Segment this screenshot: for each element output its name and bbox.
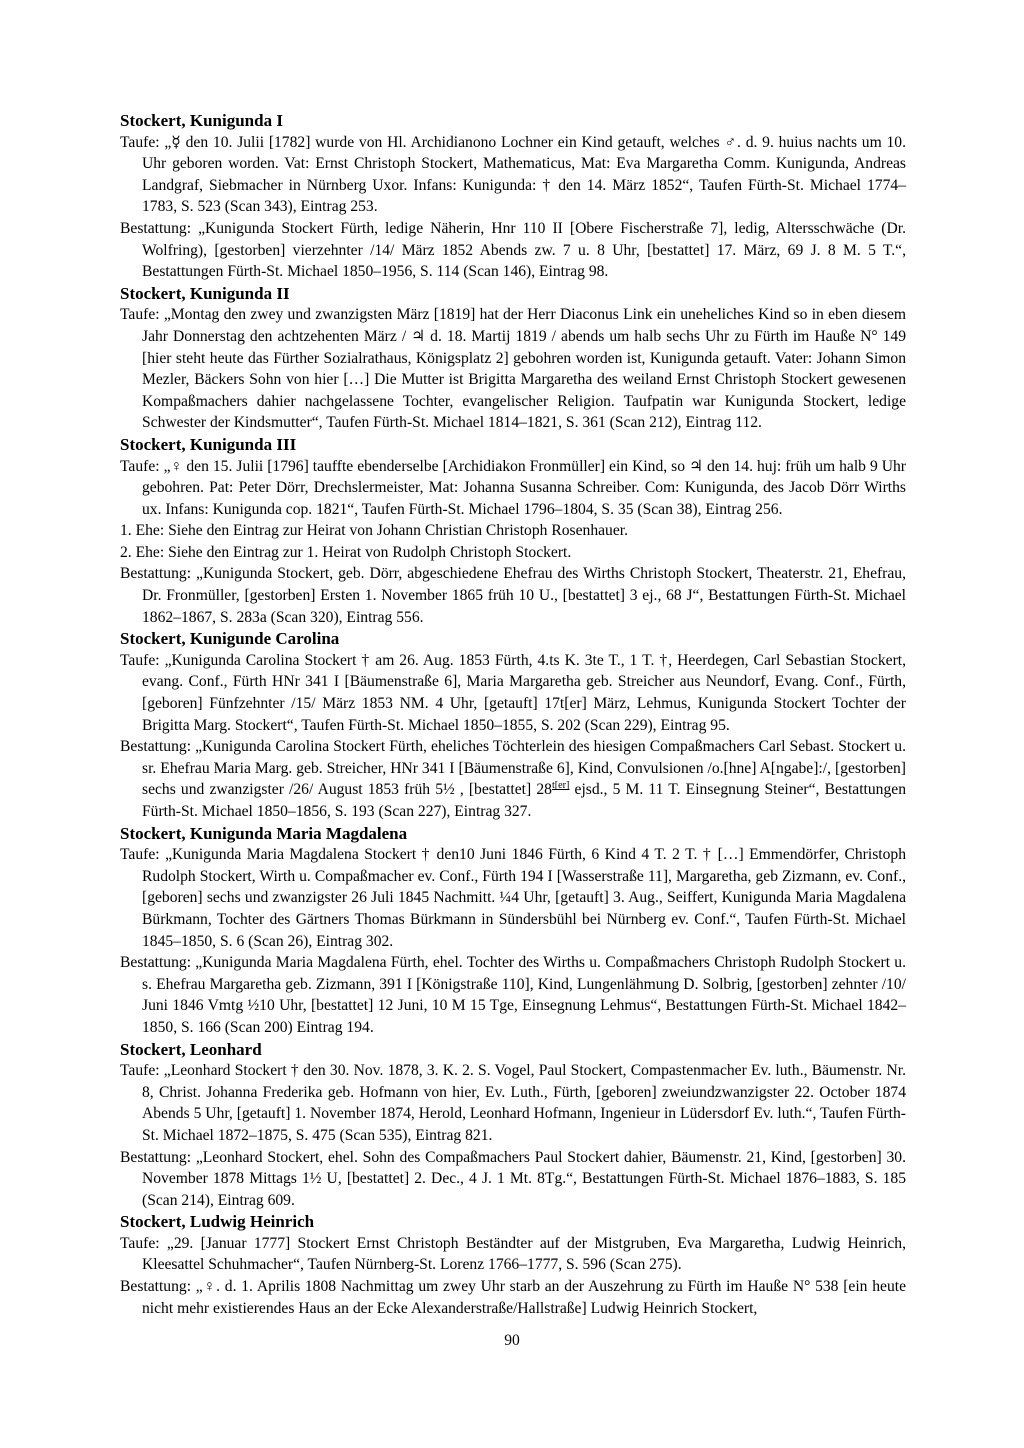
entry-paragraph-bestattung <box>120 736 906 822</box>
entry-section-kunigunda-2 <box>120 283 906 434</box>
entry-section-kunigunda-maria-magdalena <box>120 823 906 1039</box>
entry-heading: Stockert, Kunigunda II <box>120 283 290 303</box>
entry-heading: Stockert, Kunigunda Maria Magdalena <box>120 823 408 843</box>
entry-section-leonhard <box>120 1039 906 1212</box>
entry-heading: Stockert, Kunigunda III <box>120 434 297 454</box>
entry-heading: Stockert, Kunigunda I <box>120 111 283 130</box>
entry-section-kunigunda-1 <box>120 110 906 283</box>
entry-paragraph-taufe: Taufe: „☿ den 10. Julii [1782] wurde von Hl. Archidianono Lochner ein Kind getauft, welches ♂. d. 9. huius nachts um 10. Uhr geboren worden. Vat: Ernst Christoph Stockert, Mathematicus, Mat: Eva Margaretha Comm. Kunigunda, Andreas Landgraf, Siebmacher in Nürnberg Uxor. Infans: Kunigunda: † den 14. März 1852“, Taufen Fürth-St. Michael 1774–1783, S. 523 (Scan 343), Eintrag 253. <box>120 133 906 216</box>
entry-paragraph-taufe: Taufe: „Kunigunda Maria Magdalena Stockert † den10 Juni 1846 Fürth, 6 Kind 4 T. 2 T. † […] Emmendörfer, Christoph Rudolph Stockert, Wirth u. Compaßmacher ev. Conf., Fürth 194 I [Wasserstraße 11], Margaretha, geb Zizmann, ev. Conf., [geboren] sechs und zwanzigster 26 Juli 1845 Nachmitt. ¼4 Uhr, [getauft] 3. Aug., Seiffert, Kunigunda Maria Magdalena Bürkmann, Tochter des Gärtners Thomas Bürkmann in Sündersbühl bei Nürnberg ev. Conf.“, Taufen Fürth-St. Michael 1845–1850, S. 6 (Scan 26), Eintrag 302. <box>120 846 906 950</box>
entry-heading: Stockert, Leonhard <box>120 1039 262 1059</box>
entry-paragraph-bestattung: Bestattung: „Kunigunda Maria Magdalena Fürth, ehel. Tochter des Wirths u. Compaßmachers Christoph Rudolph Stockert u. s. Ehefrau Margaretha geb. Zizmann, 391 I [Königstraße 110], Kind, Lungenlähmung D. Solbrig, [gestorben] zehnter /10/ Juni 1846 Vmtg ½10 Uhr, [bestattet] 12 Juni, 10 M 15 Tge, Einsegnung Lehmus“, Bestattungen Fürth-St. Michael 1842–1850, S. 166 (Scan 200) Eintrag 194. <box>120 954 906 1036</box>
entry-heading: Stockert, Ludwig Heinrich <box>120 1212 315 1232</box>
entry-paragraph-bestattung: Bestattung: „Kunigunda Stockert, geb. Dörr, abgeschiedene Ehefrau des Wirths Christoph Stockert, Theaterstr. 21, Ehefrau, Dr. Fronmüller, [gestorben] Ersten 1. November 1865 früh 10 U., [bestattet] 3 ej., 68 J“, Bestattungen Fürth-St. Michael 1862–1867, S. 283a (Scan 320), Eintrag 556. <box>120 565 906 626</box>
entry-paragraph-taufe: Taufe: „29. [Januar 1777] Stockert Ernst Christoph Beständter auf der Mistgruben, Eva Margaretha, Ludwig Heinrich, Kleesattel Schuhmacher“, Taufen Nürnberg-St. Lorenz 1766–1777, S. 596 (Scan 275). <box>120 1234 906 1274</box>
entry-paragraph-taufe: Taufe: „♀ den 15. Julii [1796] tauffte ebenderselbe [Archidiakon Fronmüller] ein Kind, so ♃ den 14. huj: früh um halb 9 Uhr gebohren. Pat: Peter Dörr, Drechslermeister, Mat: Johanna Susanna Schreiber. Com: Kunigunda, des Jacob Dörr Wirths ux. Infans: Kunigunda cop. 1821“, Taufen Fürth-St. Michael 1796–1804, S. 35 (Scan 38), Eintrag 256. <box>120 457 906 518</box>
paragraph-text: ejsd., 5 M. 11 T. Einsegnung Steiner“, Bestattungen Fürth-St. Michael 1850–1856, S. 193 (Scan 227), Eintrag 327. <box>142 781 906 820</box>
entry-paragraph-bestattung: Bestattung: „Kunigunda Stockert Fürth, ledige Näherin, Hnr 110 II [Obere Fischerstraße 7], ledig, Altersschwäche (Dr. Wolfring), [gestorben] vierzehnter /14/ März 1852 Abends zw. 7 u. 8 Uhr, [bestattet] 17. März, 69 J. 8 M. 5 T.“, Bestattungen Fürth-St. Michael 1850–1956, S. 114 (Scan 146), Eintrag 98. <box>120 219 906 281</box>
superscript-text: t[er] <box>551 780 570 792</box>
entry-paragraph-taufe: Taufe: „Leonhard Stockert † den 30. Nov. 1878, 3. K. 2. S. Vogel, Paul Stockert, Compastenmacher Ev. luth., Bäumenstr. Nr. 8, Christ. Johanna Frederika geb. Hofmann von hier, Ev. Luth., Fürth, [geboren] zweiundzwanzigster 22. October 1874 Abends 5 Uhr, [getauft] 1. November 1874, Herold, Leonhard Hofmann, Ingenieur in Lüdersdorf Ev. luth.“, Taufen Fürth-St. Michael 1872–1875, S. 475 (Scan 535), Eintrag 821. <box>120 1062 906 1144</box>
entry-section-kunigunde-carolina <box>120 628 906 822</box>
entry-heading: Stockert, Kunigunde Carolina <box>120 629 340 649</box>
entry-paragraph-bestattung: Bestattung: „Leonhard Stockert, ehel. Sohn des Compaßmachers Paul Stockert dahier, Bäumenstr. 21, Kind, [gestorben] 30. November 1878 Mittags 1½ U, [bestattet] 2. Dec., 4 J. 1 Mt. 8Tg.“, Bestattungen Fürth-St. Michael 1876–1883, S. 185 (Scan 214), Eintrag 609. <box>120 1148 906 1209</box>
entry-paragraph-ehe-2: 2. Ehe: Siehe den Eintrag zur 1. Heirat von Rudolph Christoph Stockert. <box>120 543 572 561</box>
entry-paragraph-bestattung: Bestattung: „♀. d. 1. Aprilis 1808 Nachmittag um zwey Uhr starb an der Auszehrung zu Fürth im Hauße N° 538 [ein heute nicht mehr existierendes Haus an der Ecke Alexanderstraße/Hallstraße] Ludwig Heinrich Stockert, <box>120 1278 906 1317</box>
entry-section-kunigunda-3 <box>120 434 906 628</box>
paragraph-text: Bestattung: „Kunigunda Carolina Stockert Fürth, eheliches Töchterlein des hiesigen Compaßmachers Carl Sebast. Stockert u. sr. Ehefrau Maria Marg. geb. Streicher, HNr 341 I [Bäumenstraße 6], Kind, Convulsionen /o.[hne] A[ngabe]:/, [gestorben] sechs und zwanzigster /26/ August 1853 früh 5½ , [bestattet] 28 <box>120 738 906 799</box>
entry-paragraph-ehe-1: 1. Ehe: Siehe den Eintrag zur Heirat von Johann Christian Christoph Rosenhauer. <box>120 522 628 540</box>
entry-paragraph-taufe: Taufe: „Montag den zwey und zwanzigsten März [1819] hat der Herr Diaconus Link ein uneheliches Kind so in eben diesem Jahr Donnerstag den achtzehenten März / ♃ d. 18. Martij 1819 / abends um halb sechs Uhr zu Fürth im Hauße N° 149 [hier steht heute das Fürther Sozialrathaus, Königsplatz 2] gebohren worden ist, Kunigunda getauft. Vater: Johann Simon Mezler, Bäckers Sohn von hier […] Die Mutter ist Brigitta Margaretha des weiland Ernst Christoph Stockert gewesenen Kompaßmachers dahier nachgelassene Tochter, evangelischer Religion. Taufpatin war Kunigunda Stockert, ledige Schwester der Kindsmutter“, Taufen Fürth-St. Michael 1814–1821, S. 361 (Scan 212), Eintrag 112. <box>120 306 906 432</box>
entry-section-ludwig-heinrich <box>120 1211 906 1319</box>
entry-paragraph-taufe: Taufe: „Kunigunda Carolina Stockert † am 26. Aug. 1853 Fürth, 4.ts K. 3te T., 1 T. †, Heerdegen, Carl Sebastian Stockert, evang. Conf., Fürth HNr 341 I [Bäumenstraße 6], Maria Margaretha geb. Streicher aus Neundorf, Evang. Conf., Fürth, [geboren] Fünfzehnter /15/ März 1853 NM. 4 Uhr, [getauft] 17t[er] März, Lehmus, Kunigunda Stockert Tochter der Brigitta Marg. Stockert“, Taufen Fürth-St. Michael 1850–1855, S. 202 (Scan 229), Eintrag 95. <box>120 651 906 734</box>
page-number: 90 <box>504 1332 520 1349</box>
